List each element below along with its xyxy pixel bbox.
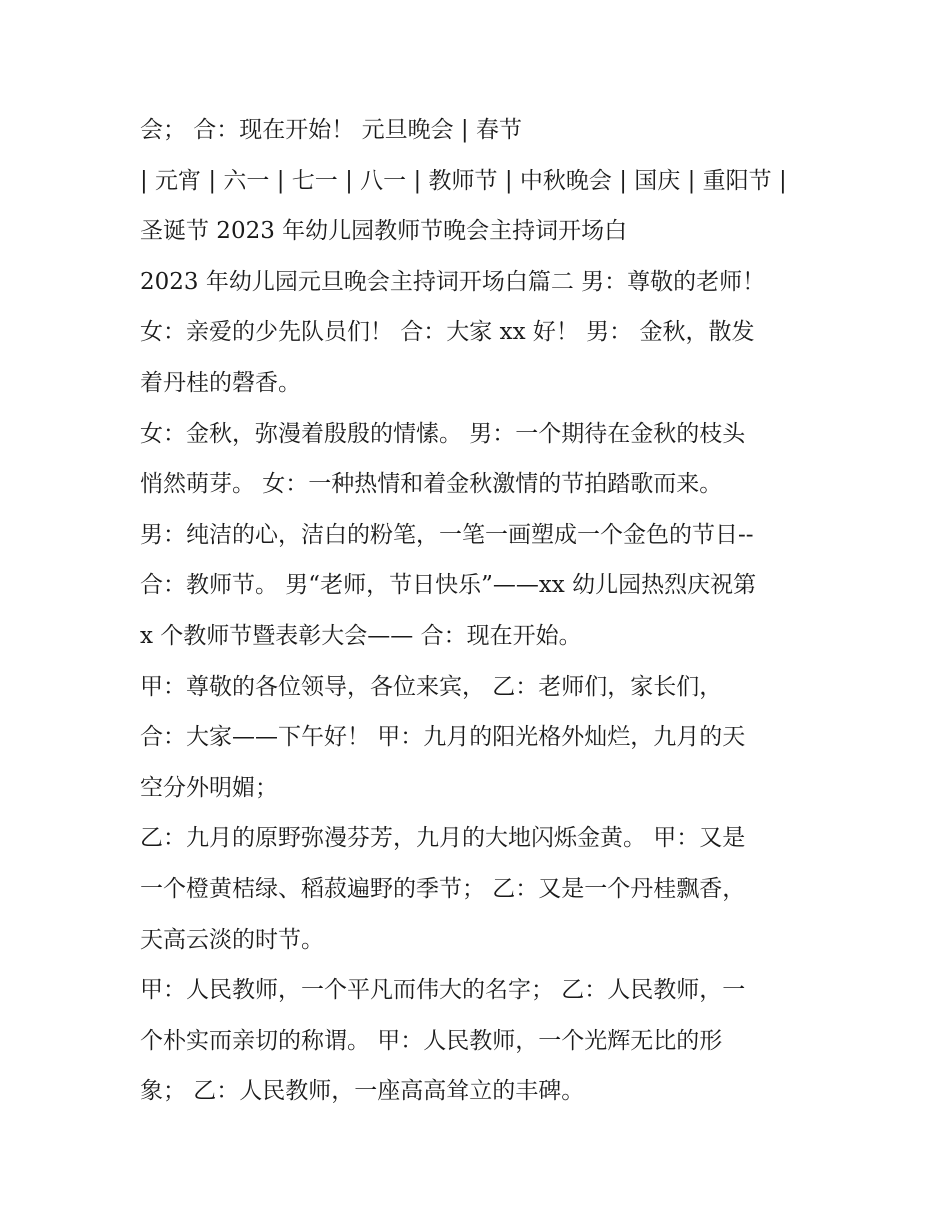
text-line: 合：教师节。 男“老师，节日快乐”——xx 幼儿园热烈庆祝第 [140,572,757,599]
text-line: 女：金秋，弥漫着殷殷的情愫。 男：一个期待在金秋的枝头 [140,420,746,447]
text-line: 甲：尊敬的各位领导，各位来宾， 乙：老师们，家长们， [140,673,723,700]
text-line: 甲：人民教师，一个平凡而伟大的名字； 乙：人民教师，一 [140,977,746,1004]
text-line: 乙：九月的原野弥漫芬芳，九月的大地闪烁金黄。 甲：又是 [140,825,746,852]
text-line: | 元宵 | 六一 | 七一 | 八一 | 教师节 | 中秋晚会 | 国庆 | 重阳节 | [140,167,787,194]
text-line: 个朴实而亲切的称谓。 甲：人民教师，一个光辉无比的形 [140,1027,723,1054]
text-line: x 个教师节暨表彰大会—— 合：现在开始。 [140,622,582,649]
document-body [140,105,820,1117]
text-line: 圣诞节 2023 年幼儿园教师节晚会主持词开场白 [140,218,628,245]
text-line: 2023 年幼儿园元旦晚会主持词开场白篇二 男：尊敬的老师！ [140,268,766,295]
text-line: 空分外明媚； [140,774,278,801]
text-line: 女：亲爱的少先队员们！ 合：大家 xx 好！ 男： 金秋，散发 [140,319,755,346]
text-line: 天高云淡的时节。 [140,926,324,953]
text-line: 男：纯洁的心，洁白的粉笔，一笔一画塑成一个金色的节日-- [140,521,754,548]
text-line: 一个橙黄桔绿、稻菽遍野的季节； 乙：又是一个丹桂飘香， [140,875,746,902]
text-line: 象； 乙：人民教师，一座高高耸立的丰碑。 [140,1078,585,1105]
text-line: 合：大家——下午好！ 甲：九月的阳光格外灿烂，九月的天 [140,724,746,751]
text-line: 着丹桂的磬香。 [140,369,301,396]
text-line: 会； 合：现在开始！ 元旦晚会 | 春节 [140,117,522,143]
text-line: 悄然萌芽。 女：一种热情和着金秋激情的节拍踏歌而来。 [140,471,723,498]
